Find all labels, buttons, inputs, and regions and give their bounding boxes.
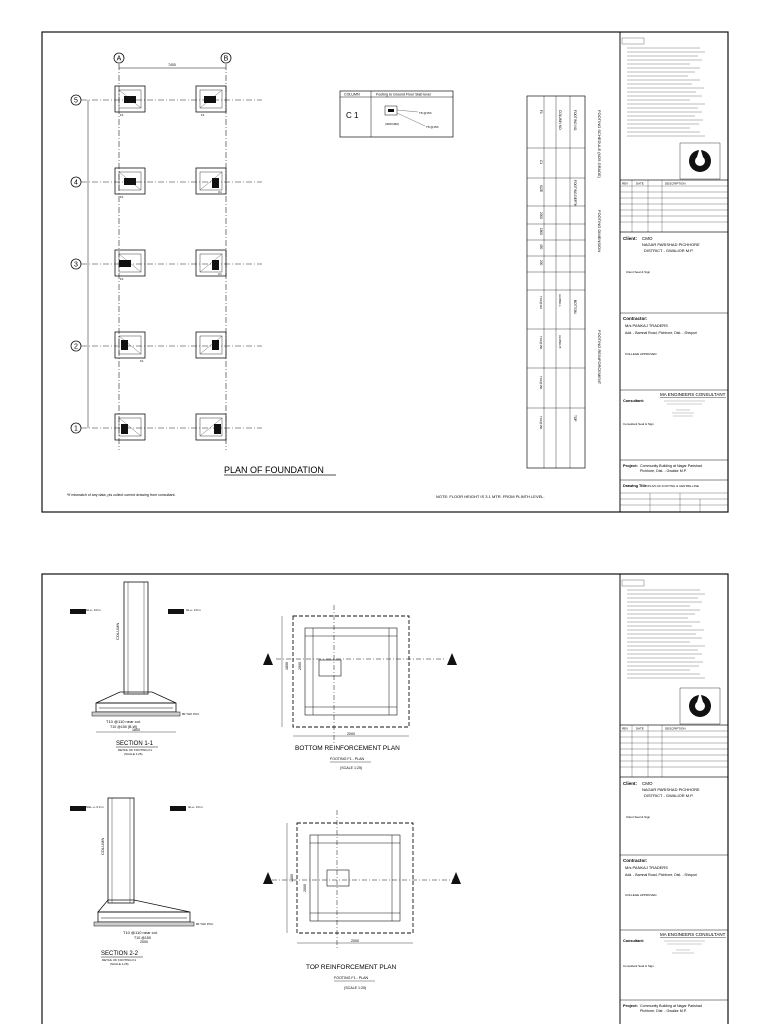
section-1-width: 1800 <box>132 728 140 732</box>
schedule-column-no: COLUMN NO. <box>558 110 562 131</box>
section-1-subtitle: DETAIL OF FOOTING F1 <box>118 748 153 752</box>
gl-label-left-2: NGL +/- 0.0 m <box>86 805 104 809</box>
section-2-title: SECTION 2-2 <box>101 951 139 957</box>
grid-label-3: 3 <box>74 261 78 269</box>
footing-b5 <box>196 86 226 117</box>
section-2-subtitle: DETAIL OF FOOTING F1 <box>102 958 137 962</box>
footing-a2 <box>115 332 145 363</box>
schedule-dim-title: FOOTING DIMENSION <box>597 210 602 252</box>
grid-label-b: B <box>223 55 229 63</box>
footing-label-b5: F1 <box>201 113 205 117</box>
section-1-title: SECTION 1-1 <box>116 741 154 747</box>
column-id: C 1 <box>346 111 359 120</box>
grid-label-5: 5 <box>74 97 78 105</box>
approved-label: COLLEGE APPROVED <box>625 352 657 356</box>
footing-label-a5: F1 <box>120 113 124 117</box>
floor-height-note: NOTE: FLOOR HEIGHT IS 3.1 MTR. FROM PLINTH LEVEL. <box>436 494 545 499</box>
footing-a5 <box>115 86 145 117</box>
column-bar-label-1: T8 @150 <box>419 111 432 115</box>
footing-schedule <box>527 96 602 468</box>
schedule-c1: C1 <box>539 160 543 165</box>
bar-label-near-col-2: T10 @110 near col. <box>123 930 158 935</box>
rev-header-desc: DESCRIPTION <box>665 181 686 186</box>
column-section-size: (300X450) <box>385 122 400 126</box>
section-2-width: 2000 <box>140 940 148 944</box>
footing-a1 <box>115 414 145 440</box>
schedule-depth: FOOTING DEPTH <box>573 180 577 207</box>
footing-label-a3: F1 <box>120 277 124 281</box>
drawing-title-label: Drawing Title: <box>623 484 649 488</box>
span-dimension: 7400 <box>168 63 176 67</box>
rev2-header-date: DATE <box>636 726 644 731</box>
footing-b3 <box>196 250 226 276</box>
rev2-header-desc: DESCRIPTION <box>665 726 686 731</box>
gl-label-right-2: GL+/- 0.0 m <box>188 805 203 809</box>
section-1-1-drawing <box>70 582 202 756</box>
schedule-f1: F1 <box>539 110 543 114</box>
bottom-plan-scale: (SCALE 1:25) <box>340 766 363 770</box>
grid-row-5 <box>71 95 262 105</box>
footing-b2 <box>196 332 226 358</box>
contractor2-label: Contractor: <box>623 858 648 863</box>
drawing-title: PLAN OF FOOTING & CENTRE LINE <box>648 484 699 488</box>
grid-label-2: 2 <box>74 343 78 351</box>
footing-col-b3: C1 <box>218 272 222 276</box>
contractor-label: Contractor: <box>623 316 648 321</box>
footing-label-a2: F1 <box>140 359 144 363</box>
schedule-size: SIZE <box>539 185 543 193</box>
client2-name: CMO <box>642 781 653 786</box>
schedule-bar-bot-1: T10@110 <box>539 296 543 309</box>
schedule-bar-bot-2: T10@150 <box>539 336 543 350</box>
grid-row-4 <box>71 177 262 187</box>
bottom-plan-subtitle: FOOTING F1 - PLAN <box>330 757 365 761</box>
column-table <box>340 91 453 137</box>
rev-header-rev: REV <box>622 181 629 186</box>
client-name: CMO <box>642 236 653 241</box>
schedule-along-l: ALONG L <box>558 294 562 308</box>
north-emblem-icon-2 <box>680 688 720 724</box>
pcc-label-2: 80 THK PCC <box>196 922 214 926</box>
column-header: COLUMN <box>344 92 360 97</box>
footing-a3 <box>115 250 145 281</box>
top-reinforcement-plan <box>263 810 461 990</box>
contractor-address: Add. - Bamnal Road, Pichhore, Dist. - Shivpuri <box>625 331 697 335</box>
project2-name: Community Building at Nagar Parishad <box>640 1004 702 1008</box>
bottom-plan-title: BOTTOM REINFORCEMENT PLAN <box>295 745 400 752</box>
client-line2: NAGAR PARISHAD PICHHORE <box>642 242 700 247</box>
column-label-1: COLUMN <box>115 622 120 640</box>
schedule-bottom: BOTTOM <box>573 300 577 314</box>
top-plan-title: TOP REINFORCEMENT PLAN <box>306 964 397 971</box>
schedule-reinf-title: FOOTING REINFORCEMENT <box>597 330 602 385</box>
approved2-label: COLLEGE APPROVED <box>625 893 657 897</box>
contractor-name: M/s PANKAJ TRADERS <box>625 323 668 328</box>
section-2-2-drawing <box>70 798 214 966</box>
schedule-bar-top-1: T10@150 <box>539 376 543 390</box>
footing-col-b4: C1 <box>218 190 222 194</box>
project2-line2: Pichhore, Dist. - Gwalior M.P. <box>640 1009 687 1013</box>
plan-title: PLAN OF FOUNDATION <box>224 465 324 475</box>
column-header-right: Footing to Ground Floor Slab level <box>376 92 431 97</box>
section-2-scale: (SCALE 1:25) <box>110 962 129 966</box>
schedule-bar-top-2: T10@150 <box>539 416 543 430</box>
grid-label-1: 1 <box>74 425 78 433</box>
footing-b1 <box>196 414 226 440</box>
grid-row-2 <box>71 341 262 351</box>
consultant2-name: MA ENGINEERS CONSULTANT <box>660 932 726 937</box>
consultant2-sign-label: Consultant Seal & Sign <box>623 964 654 968</box>
top-plan-scale: (SCALE 1:25) <box>344 986 367 990</box>
consultant-sign-label: Consultant Seal & Sign <box>623 422 654 426</box>
bottom-reinforcement-plan <box>263 605 457 770</box>
schedule-dim-d2: 200 <box>539 260 543 266</box>
bar-label-150: T10 @150 <box>134 936 151 940</box>
schedule-dim-d: 450 <box>539 244 543 250</box>
grid-bubble-b <box>221 53 231 63</box>
footing-label-a4: F1 <box>120 195 124 199</box>
gl-label-left-1: GL+/- 0.0 m <box>86 608 101 612</box>
title-block-2 <box>620 580 728 1013</box>
top-plan-width-dim: 2000 <box>351 939 359 943</box>
project2-label: Project: <box>623 1003 638 1008</box>
consultant-name: MA ENGINEERS CONSULTANT <box>660 392 726 397</box>
client2-sign-label: Client Seal & Sign <box>626 815 651 819</box>
top-plan-side-dim: 1800 <box>290 874 294 882</box>
grid-label-4: 4 <box>74 179 78 187</box>
footing-b4 <box>196 168 226 194</box>
consultant-label: Consultant: <box>623 399 645 403</box>
schedule-dim-b: 1800 <box>539 228 543 236</box>
contractor2-name: M/s PANKAJ TRADERS <box>625 865 668 870</box>
client2-label: Client: <box>623 781 637 786</box>
client2-line3: DISTRICT - GWALIOR M.P. <box>644 793 694 798</box>
grid-row-3 <box>71 259 262 269</box>
project-name: Community Building at Nagar Parishad <box>640 464 702 468</box>
project-label: Project: <box>623 463 638 468</box>
schedule-along-b: ALONG B <box>558 335 562 349</box>
contractor2-address: Add. - Bamnal Road, Pichhore, Dist. - Shivpuri <box>625 873 697 877</box>
bottom-plan-side-dim: 1800 <box>285 662 289 670</box>
rev-header-date: DATE <box>636 181 644 186</box>
footing-a4 <box>115 168 145 199</box>
schedule-dim-l: 2000 <box>539 212 543 220</box>
top-plan-inner-dim: 2000 <box>303 884 307 892</box>
grid-label-a: A <box>116 55 122 63</box>
gl-label-right-1: GL+/- 0.0 m <box>186 608 201 612</box>
bottom-plan-width-dim: 2000 <box>347 732 355 736</box>
column-bar-label-2: T8 @150 <box>426 125 439 129</box>
mismatch-note: *If mismatch of any data, pls collect correct drawing from consultant. <box>67 493 176 497</box>
section-1-scale: (SCALE 1:25) <box>124 752 143 756</box>
bar-label-bw: T10 @150 (B-W) <box>110 725 138 729</box>
project-line2: Pichhore, Dist. - Gwalior M.P. <box>640 469 687 473</box>
title-block-1 <box>620 38 728 512</box>
bar-label-near-col: T10 @110 near col. <box>106 719 141 724</box>
bottom-plan-inner-dim: 2000 <box>298 662 302 670</box>
pcc-label-1: 80 THK PCC <box>182 712 200 716</box>
column-label-2: COLUMN <box>100 837 105 855</box>
rev2-header-rev: REV <box>622 726 629 731</box>
client-label: Client: <box>623 236 637 241</box>
sheet-2-footing-details <box>0 520 768 1024</box>
schedule-title: FOOTING SCHEDULE (M25 GRADE) <box>597 110 602 179</box>
schedule-top: TOP <box>573 415 577 422</box>
grid-row-1 <box>71 423 262 433</box>
client-sign-label: Client Seal & Sign <box>626 270 651 274</box>
client-line3: DISTRICT - GWALIOR M.P. <box>644 248 694 253</box>
top-plan-subtitle: FOOTING F1 - PLAN <box>334 976 369 980</box>
consultant2-label: Consultant: <box>623 939 645 943</box>
grid-bubble-a <box>114 53 124 63</box>
north-emblem-icon <box>680 143 720 179</box>
client2-line2: NAGAR PARISHAD PICHHORE <box>642 787 700 792</box>
schedule-footing-no: FOOTING NO. <box>573 110 577 132</box>
